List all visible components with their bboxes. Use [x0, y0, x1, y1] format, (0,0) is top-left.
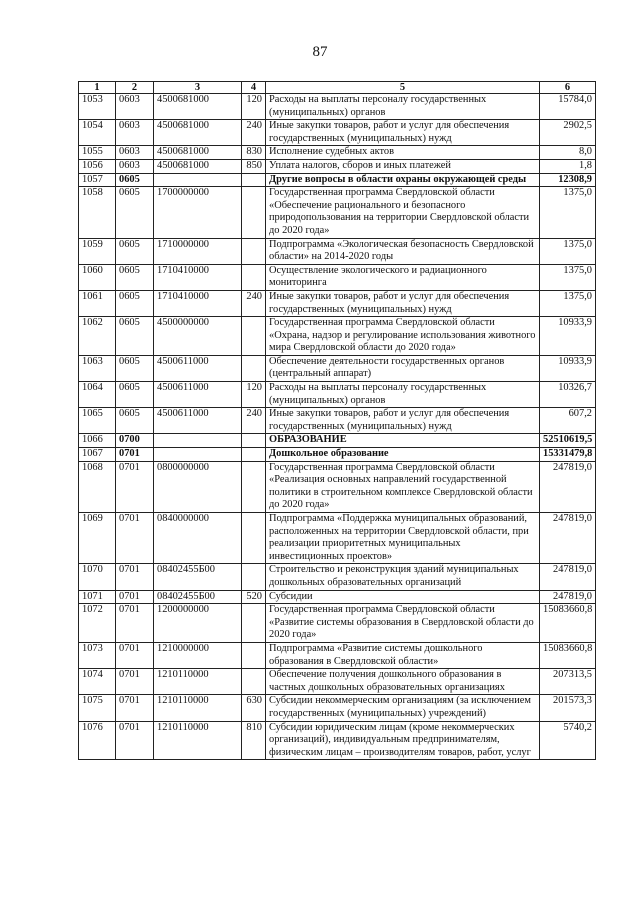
- table-row: [79, 382, 596, 408]
- item-name: ОБРАЗОВАНИЕ: [266, 434, 540, 448]
- target-code: 4500611000: [154, 355, 242, 381]
- page-number: 87: [312, 44, 328, 60]
- table-row: [79, 317, 596, 356]
- section-code: 0701: [116, 642, 154, 668]
- table-row: [79, 159, 596, 173]
- item-name: Подпрограмма «Развитие системы дошкольного образования в Свердловской области»: [266, 642, 540, 668]
- header-row: [79, 82, 596, 94]
- expense-type: [242, 448, 266, 462]
- expense-type: [242, 642, 266, 668]
- section-code: 0605: [116, 317, 154, 356]
- item-name: Дошкольное образование: [266, 448, 540, 462]
- table-row: [79, 173, 596, 187]
- table-row: [79, 238, 596, 264]
- item-name: Государственная программа Свердловской области «Охрана, надзор и регулирование использования животного мира Свердловской области до 2020 года»: [266, 317, 540, 356]
- amount: 607,2: [540, 408, 596, 434]
- table-row: [79, 461, 596, 512]
- amount: 1375,0: [540, 187, 596, 238]
- header-col-4: 4: [242, 82, 266, 94]
- row-number: 1055: [79, 146, 116, 160]
- row-number: 1063: [79, 355, 116, 381]
- section-code: 0605: [116, 187, 154, 238]
- amount: 15784,0: [540, 94, 596, 120]
- item-name: Субсидии: [266, 590, 540, 604]
- table-row: [79, 146, 596, 160]
- target-code: 4500611000: [154, 408, 242, 434]
- expense-type: 830: [242, 146, 266, 160]
- target-code: 1200000000: [154, 604, 242, 643]
- target-code: 0800000000: [154, 461, 242, 512]
- row-number: 1065: [79, 408, 116, 434]
- target-code: 4500681000: [154, 94, 242, 120]
- item-name: Другие вопросы в области охраны окружающей среды: [266, 173, 540, 187]
- item-name: Осуществление экологического и радиационного мониторинга: [266, 264, 540, 290]
- amount: 12308,9: [540, 173, 596, 187]
- expense-type: 120: [242, 94, 266, 120]
- section-code: 0605: [116, 355, 154, 381]
- section-code: 0605: [116, 408, 154, 434]
- target-code: 4500611000: [154, 382, 242, 408]
- item-name: Государственная программа Свердловской области «Обеспечение рационального и безопасного природопользования на территории Свердловской области до 2020 года»: [266, 187, 540, 238]
- header-col-6: 6: [540, 82, 596, 94]
- header-col-3: 3: [154, 82, 242, 94]
- target-code: 1710410000: [154, 290, 242, 316]
- amount: 201573,3: [540, 695, 596, 721]
- expense-type: 810: [242, 721, 266, 760]
- target-code: 4500000000: [154, 317, 242, 356]
- row-number: 1067: [79, 448, 116, 462]
- item-name: Иные закупки товаров, работ и услуг для обеспечения государственных (муниципальных) нужд: [266, 120, 540, 146]
- item-name: Иные закупки товаров, работ и услуг для обеспечения государственных (муниципальных) нужд: [266, 408, 540, 434]
- table-row: [79, 513, 596, 564]
- section-code: 0701: [116, 721, 154, 760]
- item-name: Исполнение судебных актов: [266, 146, 540, 160]
- amount: 1375,0: [540, 264, 596, 290]
- table-row: [79, 669, 596, 695]
- expense-type: [242, 564, 266, 590]
- section-code: 0605: [116, 173, 154, 187]
- section-code: 0701: [116, 461, 154, 512]
- expense-type: 240: [242, 120, 266, 146]
- amount: 15083660,8: [540, 604, 596, 643]
- amount: 52510619,5: [540, 434, 596, 448]
- amount: 15331479,8: [540, 448, 596, 462]
- table-row: [79, 564, 596, 590]
- item-name: Государственная программа Свердловской области «Реализация основных направлений государственной политики в строительном комплексе Свердловской области до 2020 года»: [266, 461, 540, 512]
- table-row: [79, 448, 596, 462]
- target-code: 1700000000: [154, 187, 242, 238]
- amount: 8,0: [540, 146, 596, 160]
- expense-type: [242, 604, 266, 643]
- expense-type: 240: [242, 290, 266, 316]
- section-code: 0605: [116, 264, 154, 290]
- target-code: [154, 448, 242, 462]
- amount: 15083660,8: [540, 642, 596, 668]
- row-number: 1073: [79, 642, 116, 668]
- section-code: 0603: [116, 120, 154, 146]
- expense-type: [242, 187, 266, 238]
- row-number: 1061: [79, 290, 116, 316]
- expense-type: [242, 461, 266, 512]
- row-number: 1069: [79, 513, 116, 564]
- table-row: [79, 642, 596, 668]
- row-number: 1060: [79, 264, 116, 290]
- table-row: [79, 290, 596, 316]
- item-name: Обеспечение деятельности государственных органов (центральный аппарат): [266, 355, 540, 381]
- table-row: [79, 264, 596, 290]
- row-number: 1071: [79, 590, 116, 604]
- section-code: 0701: [116, 669, 154, 695]
- row-number: 1075: [79, 695, 116, 721]
- table-row: [79, 94, 596, 120]
- amount: 10326,7: [540, 382, 596, 408]
- item-name: Субсидии юридическим лицам (кроме некоммерческих организаций), индивидуальным предпринимателям, физическим лицам – производителям товаров, работ, услуг: [266, 721, 540, 760]
- amount: 5740,2: [540, 721, 596, 760]
- header-col-5: 5: [266, 82, 540, 94]
- item-name: Государственная программа Свердловской области «Развитие системы образования в Свердловской области до 2020 года»: [266, 604, 540, 643]
- target-code: 1210110000: [154, 669, 242, 695]
- target-code: 1710410000: [154, 264, 242, 290]
- target-code: 1210110000: [154, 695, 242, 721]
- table-row: [79, 355, 596, 381]
- target-code: [154, 173, 242, 187]
- item-name: Подпрограмма «Экологическая безопасность Свердловской области» на 2014-2020 годы: [266, 238, 540, 264]
- row-number: 1056: [79, 159, 116, 173]
- expense-type: 120: [242, 382, 266, 408]
- amount: 247819,0: [540, 590, 596, 604]
- amount: 2902,5: [540, 120, 596, 146]
- expense-type: [242, 317, 266, 356]
- table-row: [79, 434, 596, 448]
- amount: 1,8: [540, 159, 596, 173]
- row-number: 1076: [79, 721, 116, 760]
- section-code: 0700: [116, 434, 154, 448]
- target-code: 4500681000: [154, 146, 242, 160]
- row-number: 1066: [79, 434, 116, 448]
- expense-type: [242, 513, 266, 564]
- section-code: 0701: [116, 590, 154, 604]
- section-code: 0603: [116, 159, 154, 173]
- table-body: [79, 94, 596, 760]
- section-code: 0701: [116, 564, 154, 590]
- row-number: 1072: [79, 604, 116, 643]
- header-col-1: 1: [79, 82, 116, 94]
- expense-type: 240: [242, 408, 266, 434]
- item-name: Уплата налогов, сборов и иных платежей: [266, 159, 540, 173]
- table-row: [79, 604, 596, 643]
- target-code: 08402455Б00: [154, 564, 242, 590]
- expense-type: 520: [242, 590, 266, 604]
- target-code: 1710000000: [154, 238, 242, 264]
- amount: 10933,9: [540, 355, 596, 381]
- amount: 247819,0: [540, 513, 596, 564]
- target-code: 0840000000: [154, 513, 242, 564]
- item-name: Расходы на выплаты персоналу государственных (муниципальных) органов: [266, 382, 540, 408]
- section-code: 0603: [116, 146, 154, 160]
- table-row: [79, 721, 596, 760]
- target-code: 4500681000: [154, 159, 242, 173]
- expense-type: [242, 669, 266, 695]
- expense-type: [242, 173, 266, 187]
- section-code: 0605: [116, 382, 154, 408]
- item-name: Обеспечение получения дошкольного образования в частных дошкольных образовательных организациях: [266, 669, 540, 695]
- amount: 207313,5: [540, 669, 596, 695]
- row-number: 1057: [79, 173, 116, 187]
- section-code: 0603: [116, 94, 154, 120]
- target-code: 4500681000: [154, 120, 242, 146]
- section-code: 0701: [116, 604, 154, 643]
- section-code: 0605: [116, 238, 154, 264]
- section-code: 0701: [116, 448, 154, 462]
- table-row: [79, 408, 596, 434]
- target-code: 1210110000: [154, 721, 242, 760]
- item-name: Расходы на выплаты персоналу государственных (муниципальных) органов: [266, 94, 540, 120]
- budget-table: [78, 81, 596, 760]
- expense-type: [242, 238, 266, 264]
- target-code: [154, 434, 242, 448]
- item-name: Субсидии некоммерческим организациям (за исключением государственных (муниципальных) учреждений): [266, 695, 540, 721]
- header-col-2: 2: [116, 82, 154, 94]
- item-name: Иные закупки товаров, работ и услуг для обеспечения государственных (муниципальных) нужд: [266, 290, 540, 316]
- row-number: 1053: [79, 94, 116, 120]
- table-row: [79, 695, 596, 721]
- item-name: Строительство и реконструкция зданий муниципальных дошкольных образовательных организаций: [266, 564, 540, 590]
- row-number: 1070: [79, 564, 116, 590]
- amount: 1375,0: [540, 290, 596, 316]
- table-row: [79, 187, 596, 238]
- amount: 10933,9: [540, 317, 596, 356]
- row-number: 1059: [79, 238, 116, 264]
- expense-type: [242, 264, 266, 290]
- section-code: 0605: [116, 290, 154, 316]
- row-number: 1054: [79, 120, 116, 146]
- amount: 247819,0: [540, 461, 596, 512]
- section-code: 0701: [116, 695, 154, 721]
- row-number: 1074: [79, 669, 116, 695]
- expense-type: [242, 434, 266, 448]
- amount: 247819,0: [540, 564, 596, 590]
- target-code: 08402455Б00: [154, 590, 242, 604]
- expense-type: 850: [242, 159, 266, 173]
- row-number: 1062: [79, 317, 116, 356]
- expense-type: [242, 355, 266, 381]
- row-number: 1058: [79, 187, 116, 238]
- amount: 1375,0: [540, 238, 596, 264]
- table-row: [79, 590, 596, 604]
- row-number: 1064: [79, 382, 116, 408]
- target-code: 1210000000: [154, 642, 242, 668]
- row-number: 1068: [79, 461, 116, 512]
- item-name: Подпрограмма «Поддержка муниципальных образований, расположенных на территории Свердловской области, при реализации приоритетных муниципальных инвестиционных проектов»: [266, 513, 540, 564]
- expense-type: 630: [242, 695, 266, 721]
- section-code: 0701: [116, 513, 154, 564]
- table-row: [79, 120, 596, 146]
